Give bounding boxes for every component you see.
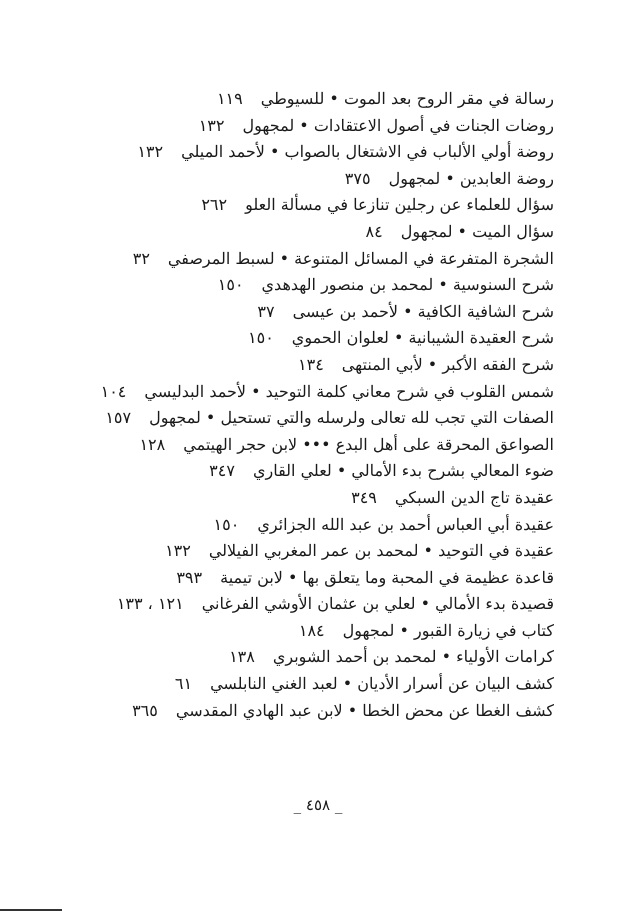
entry-title: الشجرة المتفرعة في المسائل المتنوعة • لسبط المرصفي xyxy=(167,248,554,268)
entry-page-numbers: ١٢١ ، ١٣٣ xyxy=(116,594,184,614)
index-entry xyxy=(54,405,554,432)
index-entry xyxy=(54,485,554,512)
index-entry xyxy=(54,432,554,459)
index-entry xyxy=(54,113,554,140)
entry-page-numbers: ١٥٠ xyxy=(248,328,274,348)
entry-title: عقيدة في التوحيد • لمحمد بن عمر المغربي الفيلالي xyxy=(208,541,554,561)
entry-title: روضات الجنات في أصول الاعتقادات • لمجهول xyxy=(242,115,554,135)
entry-title: عقيدة تاج الدين السبكي xyxy=(394,487,554,507)
entry-title: شرح الشافية الكافية • لأحمد بن عيسى xyxy=(292,301,554,321)
index-entry xyxy=(54,538,554,565)
index-entry xyxy=(54,325,554,352)
entry-title: كتاب في زيارة القبور • لمجهول xyxy=(342,620,554,640)
entry-page-numbers: ١٣٢ xyxy=(137,142,164,162)
entry-title: رسالة في مقر الروح بعد الموت • للسيوطي xyxy=(260,89,554,108)
entry-page-numbers: ١٣٤ xyxy=(298,354,324,374)
entry-page-numbers: ٣٤٩ xyxy=(351,487,377,507)
index-entry xyxy=(54,86,554,113)
entry-title: شرح الفقه الأكبر • لأبي المنتهى xyxy=(341,354,554,374)
entry-page-numbers: ١٥٠ xyxy=(217,275,244,295)
entry-page-numbers: ١٣٢ xyxy=(165,541,191,561)
entry-page-numbers: ٣٢ xyxy=(132,248,150,268)
entry-page-numbers: ٣٦٥ xyxy=(132,700,158,720)
entry-title: الصفات التي تجب لله تعالى ولرسله والتي تستحيل • لمجهول xyxy=(149,408,554,428)
index-entry xyxy=(54,352,554,379)
index-entry xyxy=(54,272,554,299)
page-number: _ ٤٥٨ _ xyxy=(293,796,343,814)
index-entry xyxy=(54,644,554,671)
index-entry xyxy=(54,671,554,698)
index-entry xyxy=(54,512,554,539)
entry-page-numbers: ٢٦٢ xyxy=(201,195,228,215)
entry-page-numbers: ٦١ xyxy=(174,674,193,694)
index-entry xyxy=(54,166,554,193)
entry-page-numbers: ١٣٨ xyxy=(229,647,255,667)
entry-title: شرح السنوسية • لمحمد بن منصور الهدهدي xyxy=(261,275,554,295)
entry-title: قاعدة عظيمة في المحبة وما يتعلق بها • لابن تيمية xyxy=(220,567,554,587)
entry-page-numbers: ٣٩٣ xyxy=(176,567,203,587)
index-entry xyxy=(54,219,554,246)
entry-page-numbers: ١١٩ xyxy=(216,89,243,108)
entry-page-numbers: ١٢٨ xyxy=(139,434,166,454)
index-entry xyxy=(54,565,554,592)
index-entries-list xyxy=(54,86,554,724)
entry-title: روضة العابدين • لمجهول xyxy=(388,168,554,188)
entry-title: سؤال الميت • لمجهول xyxy=(400,221,554,241)
index-entry xyxy=(54,299,554,326)
entry-page-numbers: ٨٤ xyxy=(365,221,383,241)
entry-page-numbers: ٣٧٥ xyxy=(344,168,371,188)
entry-title: شمس القلوب في شرح معاني كلمة التوحيد • لأحمد البدليسي xyxy=(144,381,554,401)
entry-page-numbers: ١٣٢ xyxy=(198,115,225,135)
index-entry xyxy=(54,379,554,406)
index-entry xyxy=(54,139,554,166)
entry-page-numbers: ١٥٠ xyxy=(213,514,240,534)
entry-page-numbers: ١٠٤ xyxy=(100,381,127,401)
entry-title: كشف الغطا عن محض الخطا • لابن عبد الهادي المقدسي xyxy=(175,700,554,720)
index-entry xyxy=(54,698,554,725)
index-entry xyxy=(54,591,554,618)
index-entry xyxy=(54,192,554,219)
entry-title: روضة أولي الألباب في الاشتغال بالصواب • لأحمد الميلي xyxy=(181,142,554,162)
entry-page-numbers: ٣٤٧ xyxy=(209,461,235,481)
index-entry xyxy=(54,618,554,645)
entry-title: ضوء المعالي بشرح بدء الأمالي • لعلي القاري xyxy=(252,461,554,481)
entry-title: كشف البيان عن أسرار الأديان • لعبد الغني النابلسي xyxy=(210,674,554,694)
entry-title: سؤال للعلماء عن رجلين تنازعا في مسألة العلو xyxy=(245,195,554,215)
entry-page-numbers: ٣٧ xyxy=(257,301,275,321)
entry-title: كرامات الأولياء • لمحمد بن أحمد الشوبري xyxy=(272,647,554,667)
entry-page-numbers: ١٨٤ xyxy=(298,620,325,640)
entry-title: قصيدة بدء الأمالي • لعلي بن عثمان الأوشي الفرغاني xyxy=(201,594,554,614)
entry-page-numbers: ١٥٧ xyxy=(105,408,132,428)
page-edge-mark xyxy=(0,909,62,911)
index-entry xyxy=(54,458,554,485)
entry-title: الصواعق المحرقة على أهل البدع ••• لابن حجر الهيتمي xyxy=(183,434,554,454)
entry-title: شرح العقيدة الشيبانية • لعلوان الحموي xyxy=(291,328,554,348)
entry-title: عقيدة أبي العباس أحمد بن عبد الله الجزائري xyxy=(257,514,554,534)
index-entry xyxy=(54,246,554,273)
